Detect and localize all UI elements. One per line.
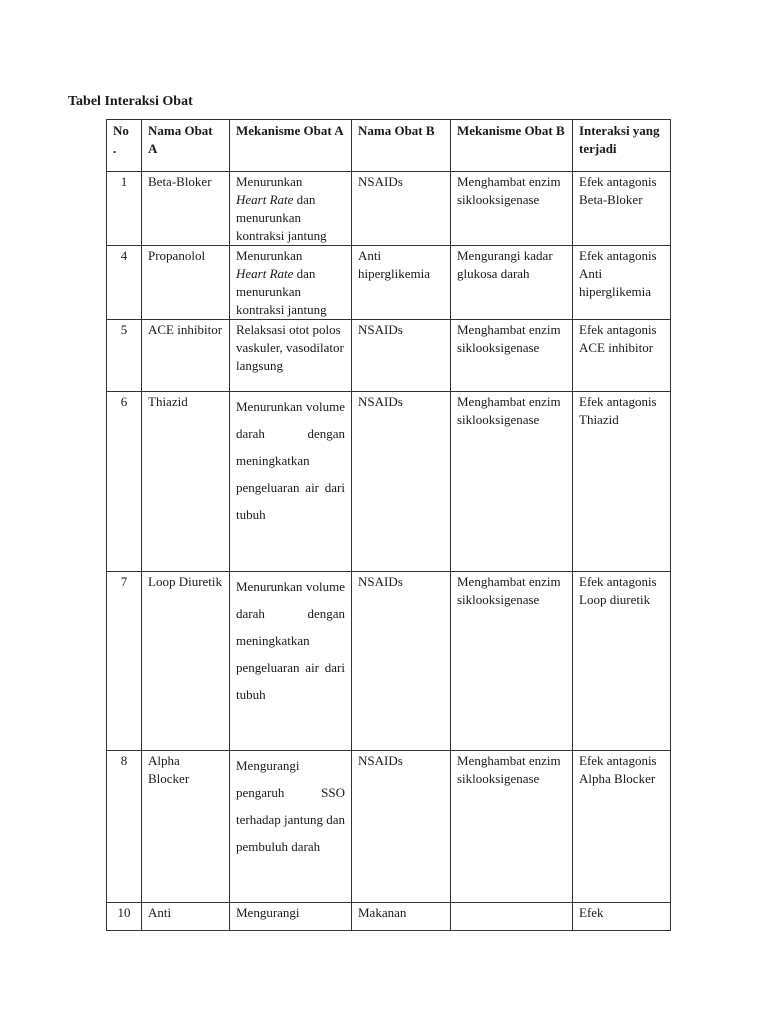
text-segment: dan menurunkan kontraksi jantung xyxy=(236,192,327,243)
cell-mekanisme-obat-b: Menghambat enzim siklooksigenase xyxy=(451,572,573,751)
table-row xyxy=(107,172,671,246)
cell-interaksi: Efek antagonis Beta-Bloker xyxy=(573,172,671,246)
cell-nama-obat-a: Propanolol xyxy=(142,246,230,320)
table-row xyxy=(107,246,671,320)
header-nama-obat-a: Nama Obat A xyxy=(142,120,230,172)
cell-mekanisme-obat-b: Menghambat enzim siklooksigenase xyxy=(451,751,573,903)
header-interaksi: Interaksi yang terjadi xyxy=(573,120,671,172)
table-row xyxy=(107,903,671,931)
cell-mekanisme-obat-a xyxy=(230,246,352,320)
cell-mekanisme-obat-b: Menghambat enzim siklooksigenase xyxy=(451,172,573,246)
cell-mekanisme-obat-a: Mengurangi xyxy=(230,903,352,931)
cell-no: 4 xyxy=(107,246,142,320)
cell-nama-obat-b: Makanan xyxy=(352,903,451,931)
cell-no: 10 xyxy=(107,903,142,931)
cell-mekanisme-obat-a: Relaksasi otot polos vaskuler, vasodilator langsung xyxy=(230,320,352,392)
table-row xyxy=(107,751,671,903)
drug-interaction-table xyxy=(106,119,671,931)
table-header-row xyxy=(107,120,671,172)
cell-mekanisme-obat-a: Menurunkan volume darah dengan meningkatkan pengeluaran air dari tubuh xyxy=(230,572,352,751)
cell-mekanisme-obat-b: Mengurangi kadar glukosa darah xyxy=(451,246,573,320)
cell-no: 1 xyxy=(107,172,142,246)
cell-interaksi: Efek xyxy=(573,903,671,931)
cell-no: 8 xyxy=(107,751,142,903)
cell-no: 6 xyxy=(107,392,142,572)
cell-mekanisme-obat-a xyxy=(230,172,352,246)
cell-nama-obat-a: Thiazid xyxy=(142,392,230,572)
header-mekanisme-obat-b: Mekanisme Obat B xyxy=(451,120,573,172)
cell-nama-obat-a: Alpha Blocker xyxy=(142,751,230,903)
document-title: Tabel Interaksi Obat xyxy=(68,94,193,109)
cell-no: 5 xyxy=(107,320,142,392)
text-segment: Menurunkan xyxy=(236,248,303,263)
cell-nama-obat-b: NSAIDs xyxy=(352,751,451,903)
cell-mekanisme-obat-b xyxy=(451,903,573,931)
cell-mekanisme-obat-a: Mengurangi pengaruh SSO terhadap jantung dan pembuluh darah xyxy=(230,751,352,903)
text-segment-italic: Heart Rate xyxy=(236,266,294,281)
cell-no: 7 xyxy=(107,572,142,751)
cell-nama-obat-b: NSAIDs xyxy=(352,392,451,572)
cell-interaksi: Efek antagonis Anti hiperglikemia xyxy=(573,246,671,320)
cell-interaksi: Efek antagonis Thiazid xyxy=(573,392,671,572)
cell-nama-obat-a: Loop Diuretik xyxy=(142,572,230,751)
cell-nama-obat-b: Anti hiperglikemia xyxy=(352,246,451,320)
cell-mekanisme-obat-b: Menghambat enzim siklooksigenase xyxy=(451,392,573,572)
cell-nama-obat-b: NSAIDs xyxy=(352,572,451,751)
cell-interaksi: Efek antagonis Alpha Blocker xyxy=(573,751,671,903)
cell-nama-obat-b: NSAIDs xyxy=(352,172,451,246)
text-segment-italic: Heart Rate xyxy=(236,192,294,207)
cell-interaksi: Efek antagonis Loop diuretik xyxy=(573,572,671,751)
cell-nama-obat-a: Anti xyxy=(142,903,230,931)
text-segment: Menurunkan xyxy=(236,174,303,189)
cell-interaksi: Efek antagonis ACE inhibitor xyxy=(573,320,671,392)
header-no: No . xyxy=(107,120,142,172)
table-row xyxy=(107,572,671,751)
cell-nama-obat-b: NSAIDs xyxy=(352,320,451,392)
header-mekanisme-obat-a: Mekanisme Obat A xyxy=(230,120,352,172)
cell-nama-obat-a: Beta-Bloker xyxy=(142,172,230,246)
cell-nama-obat-a: ACE inhibitor xyxy=(142,320,230,392)
table-row xyxy=(107,392,671,572)
cell-mekanisme-obat-a: Menurunkan volume darah dengan meningkatkan pengeluaran air dari tubuh xyxy=(230,392,352,572)
table-row xyxy=(107,320,671,392)
cell-mekanisme-obat-b: Menghambat enzim siklooksigenase xyxy=(451,320,573,392)
text-segment: dan menurunkan kontraksi jantung xyxy=(236,266,327,317)
header-nama-obat-b: Nama Obat B xyxy=(352,120,451,172)
